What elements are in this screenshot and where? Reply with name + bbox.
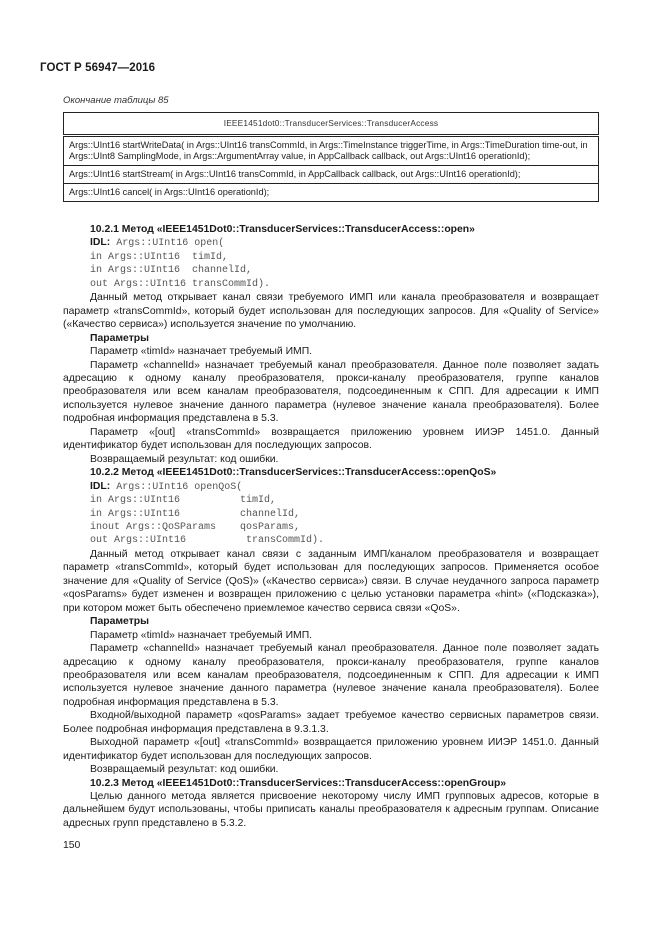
param-description: Параметр «channelId» назначает требуемый канал преобразователя. Данное поле позволяет задать адресацию к одному каналу преобразователя, прокси-каналу преобразователя, группе каналов преобразователя или всем каналам преобразователя, подсоединенным к СПП. Для адресации к ИМП используется нулевое значение данного параметра (нулевое значение канала преобразователя). Более подробная информация представлена в 5.3. (63, 643, 599, 708)
idl-line: out Args::UInt16 transCommId). (90, 278, 271, 290)
method-description: Целью данного метода является присвоение некоторому числу ИМП групповых адресов, которые в дальнейшем будут использованы, чтобы приписать каналы преобразователя к адресным группам. Описание адресных групп представлено в 5.3.2. (63, 791, 599, 829)
idl-colon: : (106, 480, 111, 492)
table-row (64, 166, 599, 184)
idl-line: in Args::UInt16 channelId, (90, 508, 301, 520)
table-header-cell: IEEE1451dot0::TransducerServices::TransducerAccess (64, 113, 599, 136)
param-description: Параметр «[out] «transCommId» возвращается приложению уровнем ИИЭР 1451.0. Данный идентификатор будет использован для последующих запросов. (63, 426, 599, 452)
idl-signature (63, 480, 599, 494)
section-heading-10-2-1: 10.2.1 Метод «IEEE1451Dot0::TransducerServices::TransducerAccess::open» (90, 224, 475, 235)
document-body (63, 223, 599, 830)
standard-designation: ГОСТ Р 56947—2016 (40, 62, 156, 74)
param-description: Параметр «channelId» назначает требуемый канал преобразователя. Данное поле позволяет задать адресацию к одному каналу преобразователя, прокси-каналу преобразователя, группе каналов преобразователя или всем каналам преобразователя, подсоединенным к СПП. Для адресации к ИМП используется нулевое значение данного параметра (нулевое значение канала преобразователя). Более подробная информация представлена в 5.3. (63, 359, 599, 425)
idl-label: IDL (90, 237, 107, 249)
return-value: Возвращаемый результат: код ошибки. (90, 453, 279, 465)
idl-colon: : (106, 237, 111, 249)
table-header-row (64, 113, 599, 136)
param-description: Входной/выходной параметр «qosParams» задает требуемое качество сервисных параметров связи. Более подробная информация представлена в 9.3.1.3. (63, 710, 599, 735)
idl-line: out Args::UInt16 transCommId). (90, 535, 325, 547)
params-heading: Параметры (90, 332, 150, 344)
table-row (64, 136, 599, 166)
table-row (64, 184, 599, 202)
method-description: Данный метод открывает канал связи требуемого ИМП или канала преобразователя и возвращает параметр «transCommId», который будет использован для последующих запросов. Для «Quality of Service» («Качество сервиса») используется значение по умолчанию. (63, 292, 599, 331)
table-cell-start-stream: Args::UInt16 startStream( in Args::UInt16 transCommId, in AppCallback callback, out Args::UInt16 operationId); (64, 166, 599, 184)
return-value: Возвращаемый результат: код ошибки. (90, 764, 279, 776)
idl-label: IDL (90, 480, 107, 492)
param-description: Параметр «timId» назначает требуемый ИМП. (90, 629, 313, 641)
page-number: 150 (63, 840, 81, 851)
methods-table (63, 112, 599, 202)
param-description: Выходной параметр «[out] «transCommId» возвращается приложению уровнем ИИЭР 1451.0. Данный идентификатор будет использован для последующих запросов. (63, 737, 599, 762)
idl-line: inout Args::QoSParams qosParams, (90, 521, 301, 533)
idl-line: Args::UInt16 open( (110, 238, 225, 250)
idl-line: in Args::UInt16 timId, (90, 495, 277, 507)
idl-line: in Args::UInt16 channelId, (90, 265, 253, 277)
params-heading: Параметры (90, 616, 150, 628)
idl-signature (63, 236, 599, 250)
idl-line: Args::UInt16 openQoS( (110, 481, 243, 493)
section-heading-10-2-3: 10.2.3 Метод «IEEE1451Dot0::TransducerServices::TransducerAccess::openGroup» (90, 777, 507, 789)
idl-line: in Args::UInt16 timId, (90, 251, 229, 263)
table-cell-cancel: Args::UInt16 cancel( in Args::UInt16 operationId); (64, 184, 599, 202)
section-heading-10-2-2: 10.2.2 Метод «IEEE1451Dot0::TransducerServices::TransducerAccess::openQoS» (90, 467, 497, 479)
method-description: Данный метод открывает канал связи с заданным ИМП/каналом преобразователя и возвращает параметр «transCommId», который будет использован для последующих запросов. Применяется особое значение для «Quality of Service (QoS)» («Качество сервиса») связи. В случае неудачного запроса параметр «qosParams» будет изменен и возвращен приложению с целью установки параметра «hint» («Подсказка»), при котором может быть обеспечено приемлемое качество сервиса связи «QoS». (63, 548, 599, 614)
param-description: Параметр «timId» назначает требуемый ИМП. (90, 346, 313, 358)
table-cell-start-write-data: Args::UInt16 startWriteData( in Args::UInt16 transCommId, in Args::TimeInstance triggerTime, in Args::TimeDuration time-out, in Args::UInt8 SamplingMode, in Args::ArgumentArray value, in AppCallback callback, out Args::UInt16 operationId); (64, 136, 599, 166)
table-caption: Окончание таблицы 85 (63, 95, 169, 106)
